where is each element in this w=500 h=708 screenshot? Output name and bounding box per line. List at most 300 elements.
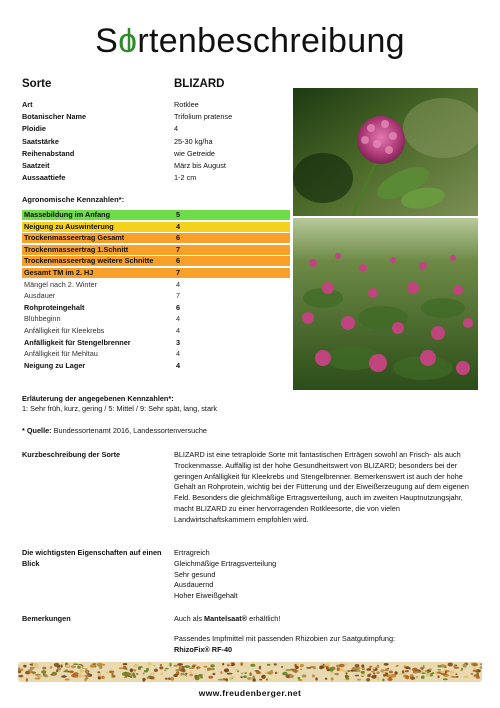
seed-grain [342, 675, 345, 679]
seed-grain [210, 668, 215, 671]
bemerk-label: Bemerkungen [22, 614, 71, 623]
seed-grain [391, 674, 397, 678]
agro-row [22, 361, 290, 371]
seed-grain [109, 675, 112, 679]
seed-grain [194, 675, 197, 679]
seed-grain [371, 671, 375, 673]
seed-grain [255, 664, 259, 666]
seed-grain [149, 676, 154, 679]
agro-value: 4 [176, 360, 181, 370]
seed-grain [85, 675, 88, 677]
seed-grain [236, 664, 238, 668]
seed-grain [69, 670, 74, 673]
kurz-text: BLIZARD ist eine tetraploide Sorte mit fantastischen Erträgen sowohl an Frisch- als auch Trockenmasse. Auffällig ist der hohe Gesundheitswert von BLIZARD; besonders bei der geringen Anfälligkeit für Kleekrebs und Stengelbrenner. Bemerkenswert ist auch der hohe Gehalt an Rohprotein, wichtig bei der Fütterung und der Eiweißerzeugung auf dem eigenen Feld. Besonders die gleichmäßige Ertragsverteilung, auch im zweiten Hauptnutzungsjahr, macht BLIZARD zu einer hervorragenden Rotkleesorte, die von vielen Landwirtschaftskammern empfohlen wird. [174, 450, 469, 524]
seed-grain [426, 673, 431, 677]
seed-grain [429, 668, 432, 670]
seed-grain [421, 676, 425, 679]
seed-grain [189, 674, 193, 676]
seed-grain [218, 679, 224, 681]
seed-grain [111, 673, 113, 675]
seed-grain [331, 677, 334, 680]
agro-row [22, 349, 290, 359]
seed-grain [136, 673, 139, 675]
seed-grain [38, 675, 41, 677]
seed-grain [61, 664, 63, 667]
seed-grain [343, 670, 348, 672]
seed-grain [212, 673, 215, 676]
seed-grain [200, 666, 204, 668]
seed-grain [126, 672, 130, 675]
seed-grain [298, 677, 301, 679]
seed-grain [473, 667, 475, 670]
seed-grain [230, 677, 232, 680]
kurz-label: Kurzbeschreibung der Sorte [22, 450, 121, 459]
clover-field-photo [293, 218, 478, 390]
seed-grain [54, 663, 60, 667]
seed-grain [474, 674, 479, 676]
seed-grain [179, 666, 182, 669]
seed-grain [81, 675, 84, 677]
title-suffix: rtenbeschreibung [137, 22, 405, 60]
seed-grain [376, 671, 379, 674]
seed-grain [253, 678, 256, 682]
seed-grain [282, 672, 287, 676]
seed-grain [208, 676, 213, 679]
seed-grain [298, 673, 300, 675]
seed-grain [362, 667, 365, 670]
seed-grain [405, 666, 409, 669]
seed-grain [285, 669, 291, 671]
agro-label: Trockenmasseertrag Gesamt [24, 233, 125, 243]
source-label: * Quelle: [22, 426, 52, 435]
seed-grain [185, 673, 187, 675]
seed-grain [422, 672, 426, 674]
agro-label: Rohproteingehalt [24, 302, 85, 312]
seed-grain [405, 676, 409, 680]
seed-grain [189, 671, 192, 674]
agro-value: 7 [176, 291, 181, 301]
seed-grain [210, 664, 214, 667]
title-prefix: S [95, 22, 119, 60]
seed-grain [325, 678, 327, 680]
seed-grain [65, 679, 70, 681]
seed-grain [90, 665, 93, 667]
seed-grain [97, 671, 100, 673]
seed-grain [61, 675, 67, 678]
explain-block [22, 394, 217, 414]
seed-grain [300, 664, 304, 667]
info-value: März bis August [174, 161, 226, 170]
agro-value: 6 [176, 302, 181, 312]
seed-grain [384, 663, 389, 666]
seed-grain [295, 666, 299, 669]
agro-label: Massebildung im Anfang [24, 210, 111, 219]
info-label: Ploidie [22, 124, 46, 134]
seed-grain [437, 675, 439, 678]
seed-grain [266, 678, 268, 680]
seed-grain [371, 667, 376, 670]
info-label: Botanischer Name [22, 112, 87, 122]
seed-grain [373, 672, 376, 674]
bemerk-bold: Mantelsaat® [204, 614, 248, 623]
seed-grain [159, 666, 163, 669]
seed-grain [164, 670, 166, 672]
seed-grain [312, 674, 315, 677]
seed-grain [371, 675, 376, 679]
seed-grain [79, 669, 84, 673]
seed-grain [207, 669, 210, 671]
clover-closeup-photo [293, 88, 478, 216]
seed-grain [351, 667, 357, 670]
title-o: o [118, 22, 138, 60]
seed-grain [73, 672, 78, 675]
agro-label: Anfälligkeit für Stengelbrenner [24, 337, 131, 347]
seed-grain [289, 675, 294, 679]
seed-grain [222, 663, 224, 666]
seed-logo-icon [119, 28, 139, 52]
seed-grain [177, 663, 183, 666]
seed-grain [356, 670, 361, 672]
seed-grain [302, 675, 307, 678]
seed-grain [241, 673, 243, 675]
seed-grain [154, 669, 158, 672]
seed-grain [225, 678, 228, 681]
seed-grain [399, 673, 405, 675]
seed-grain [144, 670, 148, 672]
source-line [22, 426, 207, 435]
bemerk-pre: Auch als [174, 614, 205, 623]
seed-grain [416, 676, 418, 678]
agro-value: 7 [176, 268, 181, 277]
seed-grain [240, 662, 243, 666]
agro-label: Trockenmasseertrag weitere Schnitte [24, 256, 154, 266]
info-value: 25-30 kg/ha [174, 136, 213, 146]
agro-value: 4 [176, 326, 181, 335]
seed-grain [109, 671, 114, 673]
seed-grain [463, 676, 469, 678]
seed-grain [437, 669, 441, 671]
seed-grain [362, 674, 366, 676]
seed-grain [120, 676, 125, 678]
seed-grain [355, 675, 359, 677]
title-logo-letter [118, 22, 137, 61]
explain-text: 1: Sehr früh, kurz, gering / 5: Mittel / 9: Sehr spät, lang, stark [22, 404, 218, 413]
agro-label: Neigung zu Lager [24, 360, 86, 370]
seed-grain [100, 677, 105, 679]
seed-grain [319, 667, 323, 670]
seed-grain [270, 675, 276, 679]
agro-row [22, 280, 290, 290]
seed-grain [160, 664, 162, 666]
eigen-item: Hoher Eiweißgehalt [174, 591, 238, 601]
agro-row [22, 222, 290, 232]
seed-grain [132, 672, 135, 676]
seed-grain [227, 673, 233, 675]
seed-grain [123, 663, 128, 665]
seed-grain [192, 665, 195, 667]
bemerk-line3: RhizoFix® RF-40 [174, 644, 233, 654]
seed-grain [143, 678, 146, 682]
source-text: Bundessortenamt 2016, Landessortenversuche [53, 426, 207, 435]
seed-grain [23, 665, 26, 668]
seed-grain [326, 666, 329, 669]
seed-grain [33, 666, 38, 668]
agro-row [22, 210, 290, 220]
seed-grain [472, 663, 478, 667]
agro-row [22, 338, 290, 348]
seed-grain [405, 670, 409, 672]
seed-grain [382, 679, 384, 682]
seed-grain [71, 665, 76, 668]
agro-value: 6 [176, 256, 181, 266]
seed-grain [259, 679, 262, 681]
seed-grain [249, 672, 252, 676]
seed-grain [56, 669, 58, 672]
seed-grain [168, 677, 171, 680]
seed-grain [281, 666, 283, 668]
agro-value: 5 [176, 210, 181, 219]
info-value: 1-2 cm [174, 173, 197, 183]
seed-grain [133, 664, 138, 667]
agro-row [22, 303, 290, 313]
seed-grain [275, 674, 280, 677]
seed-grain [181, 669, 186, 673]
seed-grain [367, 674, 371, 677]
seed-grain [261, 675, 266, 679]
agro-value: 4 [176, 349, 181, 359]
seed-grain [111, 675, 116, 678]
agro-value: 7 [176, 244, 181, 254]
seed-grain [346, 678, 350, 680]
seed-grain [77, 666, 81, 669]
bemerk-text [174, 614, 474, 655]
seed-grain [165, 668, 169, 670]
seed-grain [143, 672, 145, 674]
seed-grain [270, 670, 273, 673]
seed-grain [420, 667, 424, 670]
seed-grain [181, 675, 187, 678]
seed-grain [162, 664, 167, 666]
seed-grain [204, 666, 208, 668]
seed-grain [86, 673, 90, 675]
seed-grain [196, 667, 200, 669]
eigen-item: Sehr gesund [174, 569, 216, 579]
agro-row [22, 233, 290, 243]
seed-grain [73, 663, 78, 665]
footer-url[interactable]: www.freudenberger.net [198, 688, 302, 698]
seed-grain [292, 669, 298, 672]
agro-row [22, 326, 290, 336]
agro-label: Gesamt TM im 2. HJ [24, 268, 94, 277]
seed-grain [30, 667, 34, 670]
agro-heading: Agronomische Kennzahlen*: [22, 195, 125, 204]
seed-grain [243, 675, 247, 678]
seed-grain [148, 662, 152, 665]
seed-grain [387, 678, 392, 681]
agro-label: Blühbeginn [24, 314, 61, 324]
seed-grain [99, 665, 102, 669]
info-value: wie Getreide [174, 148, 215, 158]
seed-grain [259, 666, 261, 670]
seed-grain [351, 670, 355, 672]
seed-grain [413, 671, 417, 673]
info-label: Saatstärke [22, 136, 59, 146]
seed-grain [330, 668, 334, 672]
sorte-label: Sorte [22, 78, 52, 90]
seed-grain [471, 673, 474, 675]
seed-grain [441, 673, 447, 675]
seed-grain [438, 665, 442, 667]
agro-label: Mängel nach 2. Winter [24, 279, 98, 289]
seed-grain [150, 673, 154, 676]
seed-grain [321, 663, 323, 665]
info-label: Reihenabstand [22, 148, 75, 158]
agro-label: Ausdauer [24, 291, 56, 301]
info-value: Trifolium pratense [174, 112, 233, 122]
agro-value: 4 [176, 314, 181, 324]
seed-grain [392, 664, 397, 666]
seed-grain [330, 672, 333, 674]
seed-grain [28, 669, 32, 671]
seed-grain [226, 674, 229, 678]
agro-value: 4 [176, 279, 181, 289]
eigen-label: Die wichtigsten Eigenschaften auf einen Blick [22, 548, 162, 568]
agro-row [22, 291, 290, 301]
seed-grain [389, 671, 393, 674]
seed-grain [425, 670, 427, 672]
seed-grain [171, 677, 175, 681]
seed-grain [43, 673, 46, 677]
seed-grain [48, 679, 50, 681]
seed-grain [63, 670, 68, 672]
seed-grain [243, 669, 247, 673]
eigen-item: Ausdauernd [174, 580, 214, 590]
seed-grain [98, 673, 101, 677]
seed-grain [50, 666, 53, 669]
seed-grain [85, 671, 88, 673]
seed-grain [366, 678, 370, 681]
seed-grain [246, 663, 250, 666]
seed-grain [267, 664, 271, 666]
seed-grain [463, 664, 467, 668]
seed-grain [337, 667, 340, 671]
seed-grain [58, 670, 61, 672]
agro-row [22, 314, 290, 324]
seed-grain [325, 663, 330, 666]
seed-grain [125, 668, 128, 670]
seed-grain [23, 675, 27, 677]
seed-grain [300, 669, 302, 671]
seed-grain [406, 664, 408, 666]
agro-label: Trockenmasseertrag 1.Schnitt [24, 244, 129, 254]
seed-grain [66, 665, 70, 668]
seed-grain [184, 665, 190, 668]
seed-grain [50, 674, 56, 676]
info-value: 4 [174, 124, 179, 134]
seed-grain [455, 673, 457, 675]
seed-grain [448, 663, 453, 667]
info-label: Art [22, 100, 33, 109]
seed-grain [113, 666, 118, 669]
eigen-item: Ertragreich [174, 548, 210, 557]
seed-grain [42, 667, 46, 670]
seed-grain [451, 676, 456, 678]
seed-grain [200, 676, 203, 678]
info-label: Aussaattiefe [22, 173, 66, 183]
seed-grain [339, 664, 345, 668]
seed-grain [361, 671, 365, 674]
agro-label: Anfälligkeit für Mehltau [24, 349, 98, 359]
seed-grain [274, 663, 277, 665]
seed-grain [427, 671, 429, 674]
seed-grain [165, 678, 168, 680]
agro-value: 6 [176, 233, 181, 243]
seed-grain [157, 674, 162, 678]
seed-grain [189, 667, 195, 669]
seed-grain [33, 663, 39, 666]
eigen-list [174, 548, 474, 602]
agro-value: 4 [176, 221, 181, 231]
seed-grain [173, 674, 178, 677]
seed-grain [441, 671, 446, 673]
seed-grain [262, 669, 264, 673]
seed-grain [88, 675, 91, 677]
seed-grain [198, 668, 201, 671]
agro-label: Neigung zu Auswinterung [24, 221, 114, 231]
seed-grain [119, 664, 122, 668]
seed-grain [119, 667, 124, 669]
seed-grain [175, 669, 179, 671]
seed-grain [173, 665, 178, 667]
seed-grain [130, 668, 133, 672]
seed-grain [361, 664, 364, 667]
agro-row [22, 256, 290, 266]
seed-grain [179, 678, 184, 680]
seed-banner-image [18, 662, 482, 682]
seed-grain [255, 670, 260, 672]
seed-grain [450, 671, 454, 674]
seed-grain [83, 666, 87, 668]
seed-grain [224, 668, 229, 672]
seed-grain [220, 671, 223, 674]
info-value: Rotklee [174, 100, 199, 109]
seed-grain [348, 672, 351, 675]
seed-grain [345, 672, 347, 674]
page-title [0, 22, 500, 61]
seed-grain [345, 663, 348, 665]
seed-grain [26, 678, 28, 682]
seed-grain [86, 677, 88, 680]
seed-grain [334, 673, 339, 675]
seed-grain [227, 664, 230, 666]
seed-grain [357, 679, 361, 681]
seed-grain [377, 677, 379, 681]
seed-grain [32, 671, 34, 674]
seed-grain [443, 678, 448, 680]
seed-grain [34, 678, 40, 680]
seed-grain [473, 670, 478, 672]
agro-row [22, 268, 290, 278]
seed-grain [347, 670, 350, 672]
seed-grain [415, 669, 420, 671]
seed-grain [106, 671, 108, 674]
sorte-value: BLIZARD [174, 78, 225, 90]
seed-grain [366, 668, 371, 671]
seed-grain [250, 664, 256, 667]
info-label: Saatzeit [22, 161, 50, 170]
eigen-item: Gleichmäßige Ertragsverteilung [174, 558, 277, 568]
seed-grain [169, 663, 171, 667]
